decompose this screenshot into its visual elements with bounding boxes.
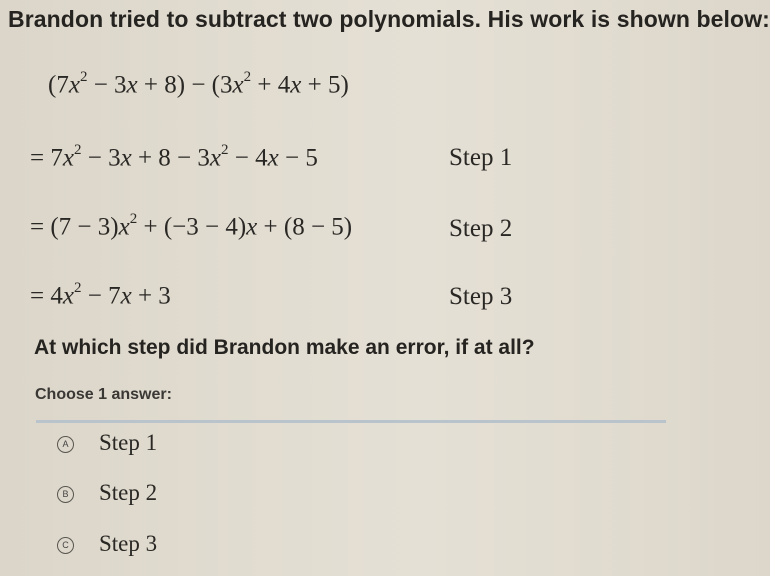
question-text: At which step did Brandon make an error, if at all?	[34, 336, 535, 359]
choice-a-label: Step 1	[99, 430, 158, 455]
step-3-expression: = $4x^2 - 7x + 3$	[30, 280, 171, 310]
original-expression: $(7x^2 - 3x + 8) - (3x^2 + 4x + 5)$	[48, 69, 349, 99]
step-2-expression: = $(7 - 3)x^2 + (-3 - 4)x + (8 - 5)$	[30, 211, 353, 241]
step-3-label: Step 3	[449, 283, 513, 310]
divider	[36, 420, 666, 423]
problem-statement: Brandon tried to subtract two polynomials. His work is shown below:	[8, 6, 770, 32]
choice-a-radio[interactable]: A	[57, 436, 74, 453]
choice-b-radio[interactable]: B	[57, 486, 74, 503]
step-1-label: Step 1	[449, 144, 513, 171]
step-1-expression: = $7x^2 - 3x + 8 - 3x^2 - 4x - 5$	[30, 142, 318, 172]
choice-c-radio[interactable]: C	[57, 537, 74, 554]
answer-prompt: Choose 1 answer:	[35, 386, 172, 403]
choice-b[interactable]	[54, 480, 314, 512]
choice-a[interactable]	[54, 430, 314, 462]
choice-c[interactable]	[54, 531, 314, 563]
step-2-label: Step 2	[449, 215, 513, 242]
choice-b-label: Step 2	[99, 480, 158, 505]
choice-c-label: Step 3	[99, 531, 158, 556]
